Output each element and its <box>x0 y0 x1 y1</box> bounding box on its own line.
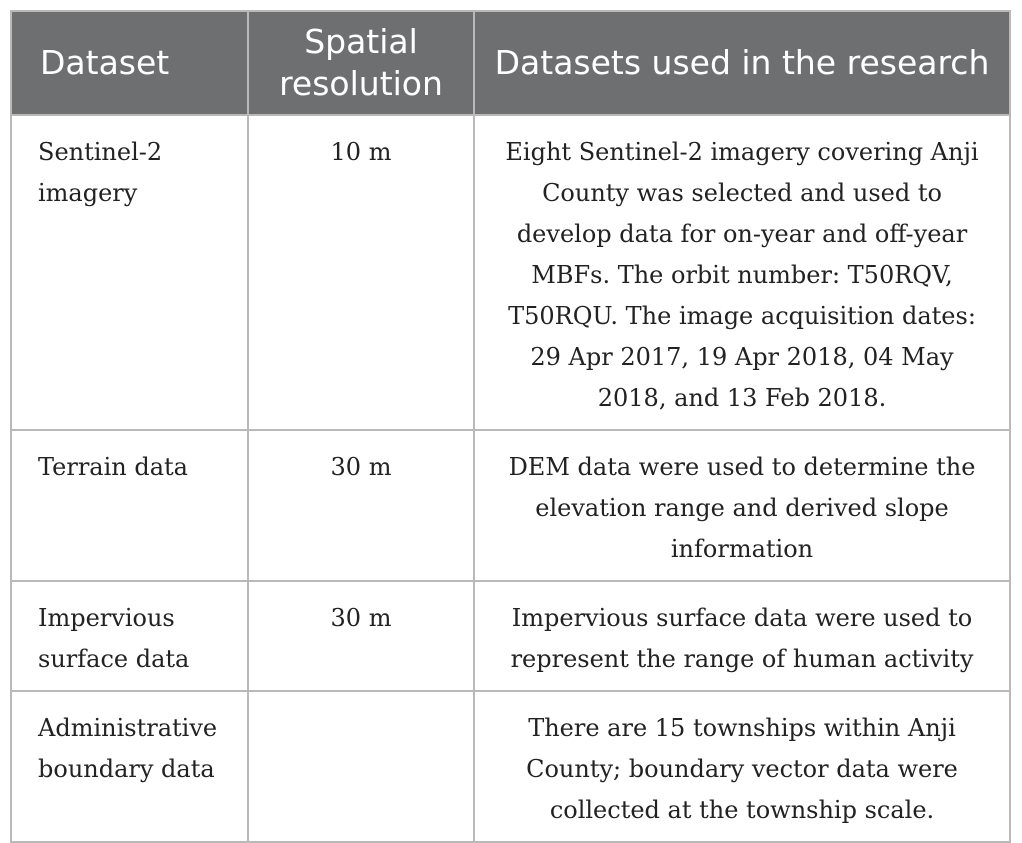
cell-resolution: 30 m <box>248 430 474 581</box>
table-row <box>11 115 1010 430</box>
cell-description: There are 15 townships within Anji County; boundary vector data were collected at the township scale. <box>474 691 1010 842</box>
table-row <box>11 581 1010 691</box>
table-row <box>11 430 1010 581</box>
header-row <box>11 11 1010 115</box>
table-row <box>11 691 1010 842</box>
cell-resolution: 10 m <box>248 115 474 430</box>
cell-description: DEM data were used to determine the elevation range and derived slope information <box>474 430 1010 581</box>
cell-dataset: Impervious surface data <box>11 581 248 691</box>
cell-resolution <box>248 691 474 842</box>
cell-dataset: Terrain data <box>11 430 248 581</box>
cell-description: Eight Sentinel-2 imagery covering Anji County was selected and used to develop data for on-year and off-year MBFs. The orbit number: T50RQV, T50RQU. The image acquisition dates: 29 Apr 2017, 19 Apr 2018, 04 May 2018, and 13 Feb 2018. <box>474 115 1010 430</box>
cell-description: Impervious surface data were used to represent the range of human activity <box>474 581 1010 691</box>
datasets-table-container <box>10 10 1009 843</box>
cell-dataset: Administrative boundary data <box>11 691 248 842</box>
cell-resolution: 30 m <box>248 581 474 691</box>
cell-dataset: Sentinel-2 imagery <box>11 115 248 430</box>
datasets-table <box>10 10 1011 843</box>
header-spatial-resolution: Spatial resolution <box>248 11 474 115</box>
header-dataset: Dataset <box>11 11 248 115</box>
header-datasets-used: Datasets used in the research <box>474 11 1010 115</box>
table-body <box>11 115 1010 842</box>
table-header <box>11 11 1010 115</box>
